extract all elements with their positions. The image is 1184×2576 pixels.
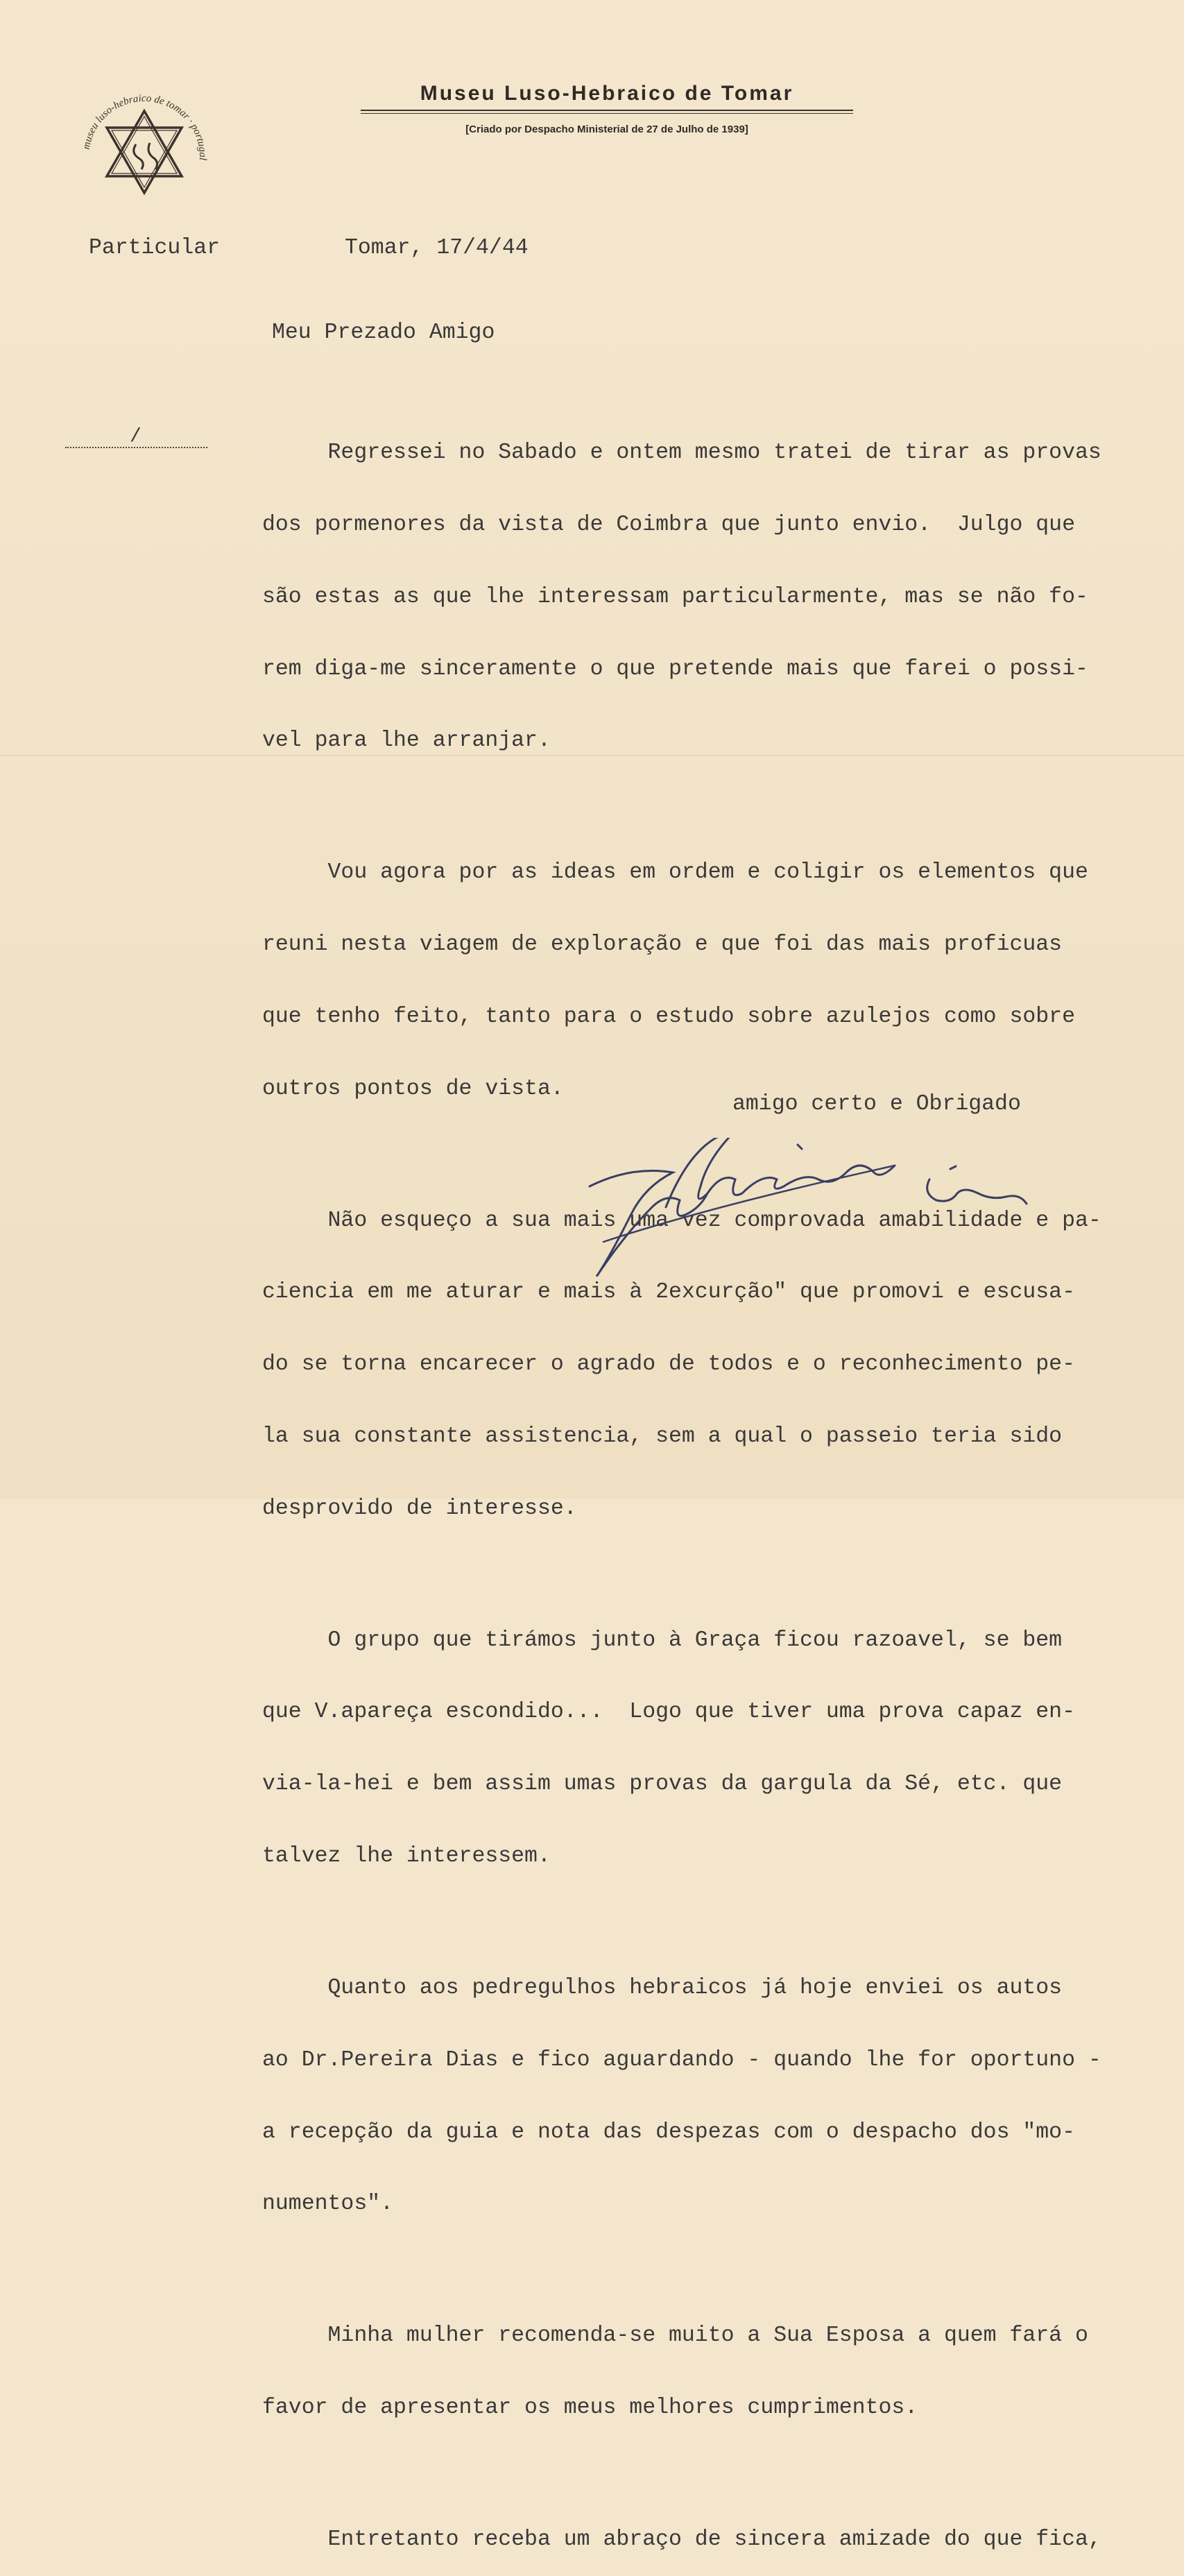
body-line: ao Dr.Pereira Dias e fico aguardando - quando lhe for oportuno -	[262, 2047, 1101, 2072]
letter-body	[262, 393, 1101, 2576]
body-line: numentos".	[262, 2192, 394, 2217]
handwritten-signature	[576, 1138, 1061, 1277]
body-spacer	[262, 1569, 1101, 1581]
body-line: a recepção da guia e nota das despezas com o despacho dos "mo-	[262, 2119, 1075, 2144]
body-line: talvez lhe interessem.	[262, 1844, 551, 1869]
greeting: Meu Prezado Amigo	[272, 321, 495, 345]
reference-slash: /	[130, 426, 141, 447]
body-line: Quanto aos pedregulhos hebraicos já hoje enviei os autos	[262, 1976, 1063, 2000]
body-line: vel para lhe arranjar.	[262, 728, 551, 753]
particular-marking: Particular	[89, 236, 221, 260]
signature-scribble-icon	[576, 1138, 1061, 1277]
body-line: ciencia em me aturar e mais à 2excurção" que promovi e escusa-	[262, 1280, 1075, 1305]
body-line: outros pontos de vista.	[262, 1076, 564, 1101]
body-spacer	[262, 801, 1101, 813]
body-line: são estas as que lhe interessam particularmente, mas se não fo-	[262, 584, 1088, 609]
place-date: Tomar, 17/4/44	[345, 236, 529, 260]
body-line: O grupo que tirámos junto à Graça ficou razoavel, se bem	[262, 1628, 1063, 1653]
body-line: desprovido de interesse.	[262, 1496, 577, 1521]
body-line: que V.apareça escondido... Logo que tiver uma prova capaz en-	[262, 1700, 1075, 1725]
body-line: Entretanto receba um abraço de sincera amizade do que fica,	[262, 2527, 1101, 2552]
body-line: via-la-hei e bem assim umas provas da gargula da Sé, etc. que	[262, 1772, 1063, 1797]
body-line: rem diga-me sinceramente o que pretende mais que farei o possi-	[262, 656, 1088, 681]
body-line: que tenho feito, tanto para o estudo sobre azulejos como sobre	[262, 1004, 1075, 1029]
body-line: Minha mulher recomenda-se muito a Sua Esposa a quem fará o	[262, 2323, 1088, 2348]
body-line: Vou agora por as ideas em ordem e coligir os elementos que	[262, 860, 1088, 885]
body-line: favor de apresentar os meus melhores cumprimentos.	[262, 2396, 918, 2421]
body-spacer	[262, 2264, 1101, 2276]
star-of-david-icon	[75, 87, 214, 226]
body-line: la sua constante assistencia, sem a qual o passeio teria sido	[262, 1424, 1063, 1449]
museum-seal-logo	[75, 87, 214, 226]
body-line: dos pormenores da vista de Coimbra que junto envio. Julgo que	[262, 512, 1075, 537]
body-line: do se torna encarecer o agrado de todos e o reconhecimento pe-	[262, 1352, 1075, 1377]
body-line: Não esqueço a sua mais uma vez comprovada amabilidade e pa-	[262, 1208, 1101, 1233]
reference-line	[65, 426, 207, 450]
body-line: Regressei no Sabado e ontem mesmo tratei de tirar as provas	[262, 441, 1101, 466]
letterhead-rule-thin	[361, 113, 853, 114]
letterhead-rule	[361, 110, 853, 111]
body-spacer	[262, 1917, 1101, 1929]
seal-circular-text: museu luso-hebraico de tomar · portugal	[80, 92, 209, 161]
body-spacer	[262, 2468, 1101, 2480]
body-line: reuni nesta viagem de exploração e que foi das mais proficuas	[262, 932, 1063, 957]
museum-name-heading: Museu Luso-Hebraico de Tomar	[420, 82, 794, 105]
closing-line: amigo certo e Obrigado	[732, 1092, 1021, 1116]
museum-subtitle: [Criado por Despacho Ministerial de 27 de Julho de 1939]	[465, 123, 748, 135]
